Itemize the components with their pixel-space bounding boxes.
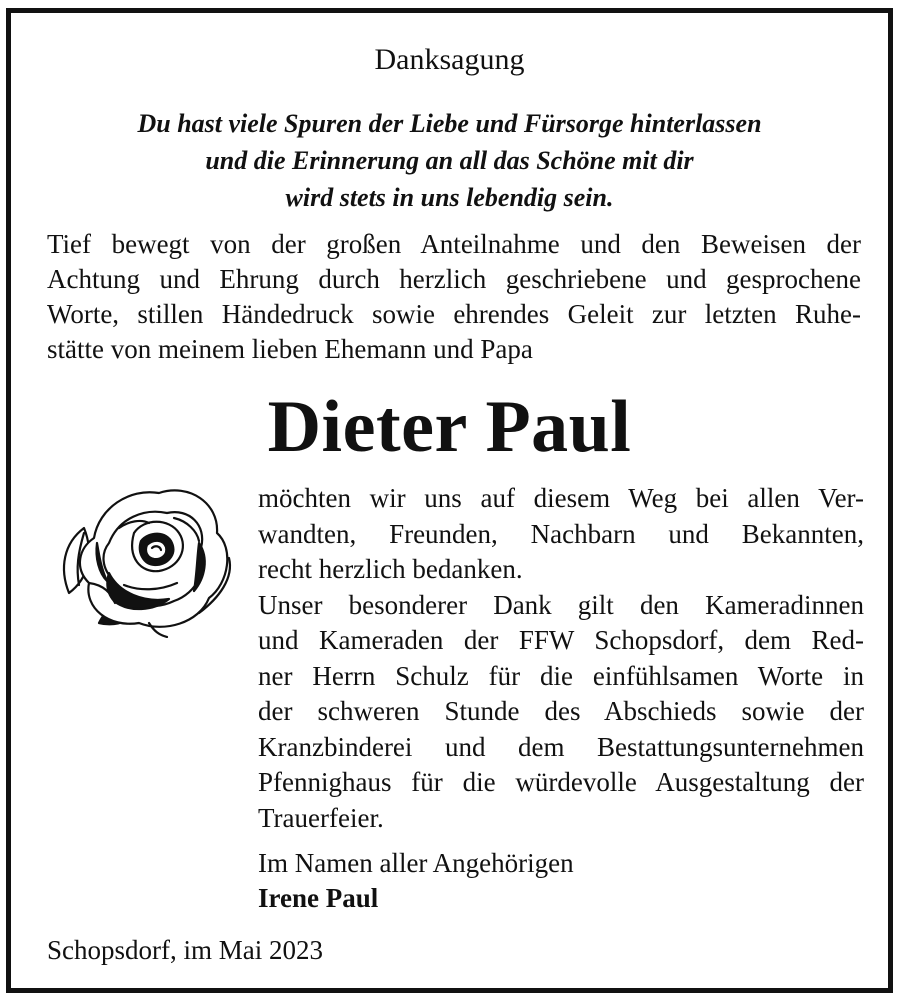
deceased-name: Dieter Paul [267,386,632,468]
place-date: Schopsdorf, im Mai 2023 [47,935,323,965]
intro-line: stätte von meinem lieben Ehemann und Papa [47,334,533,364]
body-line: recht herzlich bedanken. [258,554,523,584]
signer-name: Irene Paul [258,883,379,913]
verse-line: und die Erinnerung an all das Schöne mit dir [205,146,694,175]
body-line: Pfennighaus für die würdevolle Ausgestaltung der [258,767,864,797]
intro-line: Achtung und Ehrung durch herzlich geschriebene und gesprochene [47,264,861,294]
body-line: und Kameraden der FFW Schopsdorf, dem Red- [258,625,864,655]
verse-line: wird stets in uns lebendig sein. [285,183,614,212]
body-line: Unser besonderer Dank gilt den Kameradinnen [258,589,864,620]
signature-intro: Im Namen aller Angehörigen [258,848,574,878]
intro-line: Tief bewegt von der großen Anteilnahme und den Beweisen der [47,229,861,259]
verse-line: Du hast viele Spuren der Liebe und Fürsorge hinterlassen [137,109,762,138]
body-line: ner Herrn Schulz für die einfühlsamen Worte in [258,660,864,691]
body-paragraph [258,481,864,836]
body-line: Kranzbinderei und dem Bestattungsunternehmen [258,731,864,762]
notice-heading: Danksagung [374,43,525,76]
verse [11,105,888,216]
notice-frame [6,8,893,993]
body-line: Trauerfeier. [258,802,384,833]
intro-line: Worte, stillen Händedruck sowie ehrendes Geleit zur letzten Ruhe- [47,299,861,329]
body-line: möchten wir uns auf diesem Weg bei allen Ver- [258,483,864,513]
intro-paragraph [47,227,861,367]
body-line: der schweren Stunde des Abschieds sowie der [258,696,864,726]
body-line: wandten, Freunden, Nachbarn und Bekannten, [258,518,864,549]
rose-icon [49,473,239,638]
signature-block [258,846,574,916]
